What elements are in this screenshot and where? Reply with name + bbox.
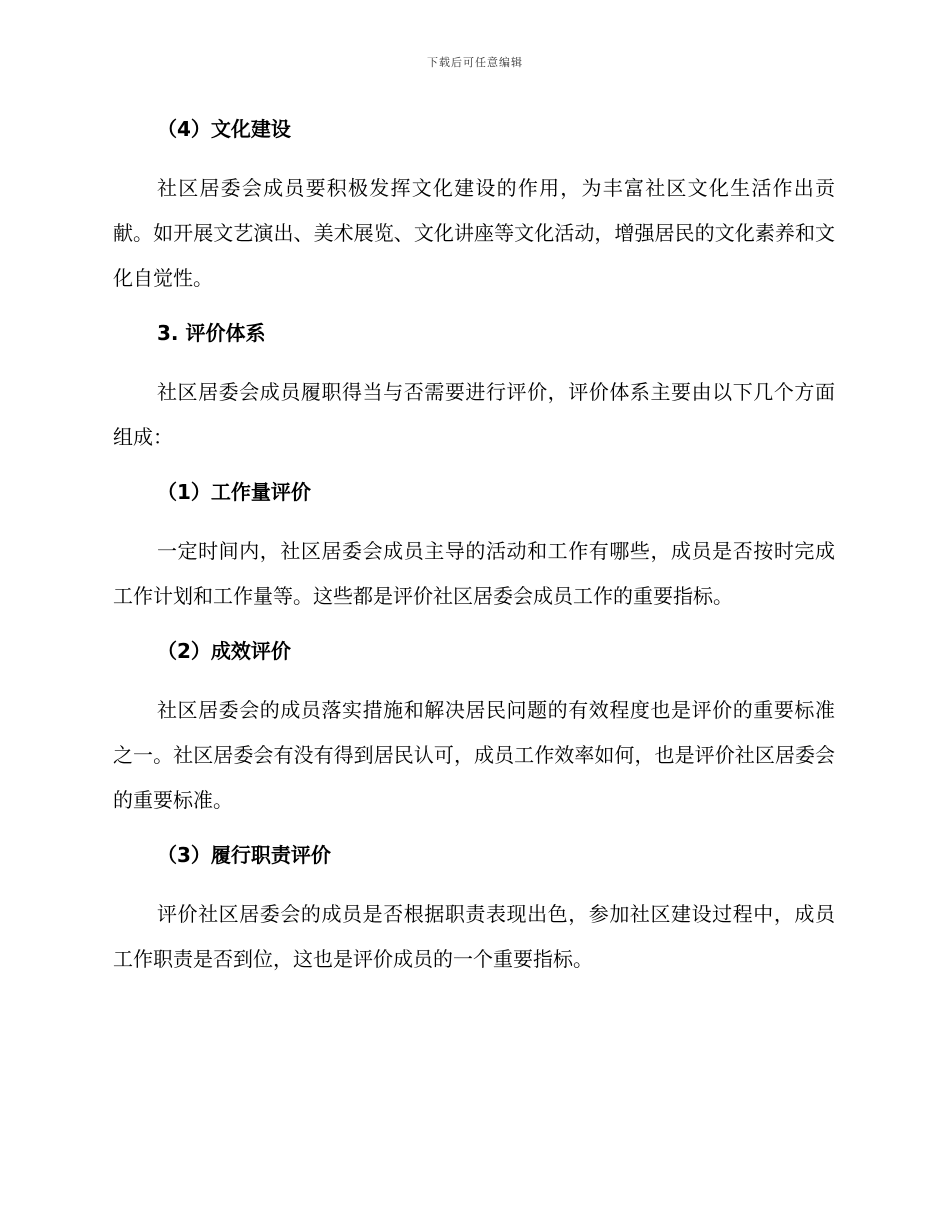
section-heading-duties: （3）履行职责评价: [157, 843, 331, 867]
section-heading-evaluation-system: 3. 评价体系: [157, 321, 266, 345]
paragraph-effectiveness: 社区居委会的成员落实措施和解决居民问题的有效程度也是评价的重要标准之一。社区居委会有没有得到居民认可，成员工作效率如何，也是评价社区居委会的重要标准。: [113, 698, 835, 812]
section-heading-culture: （4）文化建设: [157, 117, 291, 141]
paragraph-culture: 社区居委会成员要积极发挥文化建设的作用，为丰富社区文化生活作出贡献。如开展文艺演出、美术展览、文化讲座等文化活动，增强居民的文化素养和文化自觉性。: [113, 176, 835, 290]
document-body: [113, 112, 835, 982]
paragraph-duties: 评价社区居委会的成员是否根据职责表现出色，参加社区建设过程中，成员工作职责是否到位，这也是评价成员的一个重要指标。: [113, 902, 835, 971]
paragraph-evaluation-system: 社区居委会成员履职得当与否需要进行评价，评价体系主要由以下几个方面组成：: [113, 380, 835, 449]
header-note: 下载后可任意编辑: [427, 56, 523, 69]
section-heading-workload: （1）工作量评价: [157, 480, 311, 504]
paragraph-workload: 一定时间内，社区居委会成员主导的活动和工作有哪些，成员是否按时完成工作计划和工作量等。这些都是评价社区居委会成员工作的重要指标。: [113, 539, 835, 608]
section-heading-effectiveness: （2）成效评价: [157, 639, 291, 663]
